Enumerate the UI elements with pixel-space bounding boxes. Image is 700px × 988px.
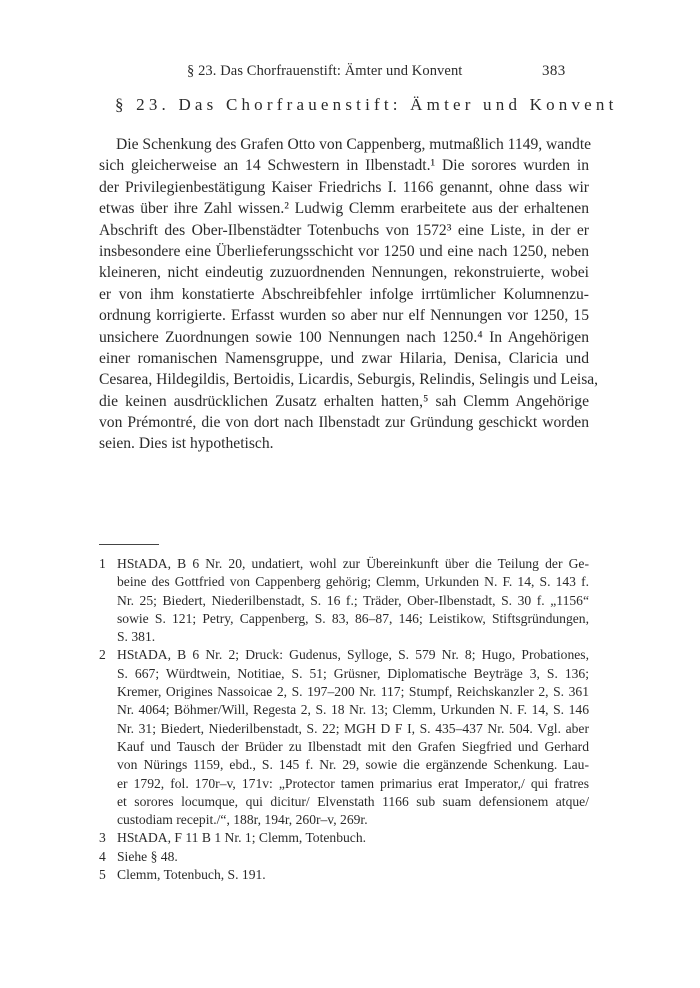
footnote-line: Clemm, Totenbuch, S. 191. [117, 867, 266, 883]
footnote-number: 3 [99, 830, 106, 846]
body-line: unsichere Zuordnungen sowie 100 Nennungen nach 1250.⁴ In Angehörigen [99, 328, 589, 346]
body-line: Abschrift des Ober-Ilbenstädter Totenbuchs von 1572³ eine Liste, in der er [99, 221, 589, 239]
body-line: die keinen ausdrücklichen Zusatz erhalten hatten,⁵ sah Clemm Angehörige [99, 392, 589, 410]
footnote-number: 1 [99, 556, 106, 571]
footnote-number: 2 [99, 647, 106, 663]
footnote-line: Nr. 25; Biedert, Niederilbenstadt, S. 16 f.; Träder, Ober-Ilbenstadt, S. 30 f. „1156“ [117, 592, 589, 608]
footnote-separator [99, 544, 159, 545]
footnotes [99, 555, 589, 884]
footnote [99, 555, 589, 646]
footnote-line: S. 667; Würdtwein, Notitiae, S. 51; Grüsner, Diplomatische Beyträge 3, S. 136; [117, 665, 589, 681]
footnote-line: von Nürings 1159, ebd., S. 145 f. Nr. 29, sowie die ergänzende Schenkung. Lau- [117, 757, 589, 773]
section-title: § 23. Das Chorfrauenstift: Ämter und Konvent [115, 95, 618, 114]
footnote-line: Nr. 31; Biedert, Niederilbenstadt, S. 22; MGH D F I, S. 435–437 Nr. 504. Vgl. aber [117, 720, 589, 736]
footnote-line: beine des Gottfried von Cappenberg gehörig; Clemm, Urkunden N. F. 14, S. 143 f. [117, 574, 589, 590]
footnote [99, 866, 589, 884]
body-line: Cesarea, Hildegildis, Bertoidis, Licardis, Seburgis, Relindis, Selingis und Leisa, [99, 371, 599, 389]
footnote [99, 829, 589, 847]
footnote-line: HStADA, B 6 Nr. 20, undatiert, wohl zur Übereinkunft über die Teilung der Ge- [117, 556, 589, 571]
body-line: einer romanischen Namensgruppe, und zwar Hilaria, Denisa, Claricia und [99, 349, 589, 367]
footnote-number: 4 [99, 848, 106, 864]
footnote [99, 646, 589, 829]
body-line: Die Schenkung des Grafen Otto von Cappenberg, mutmaßlich 1149, wandte [116, 136, 592, 153]
footnote-line: S. 381. [117, 629, 156, 645]
body-line: seien. Dies ist hypothetisch. [99, 435, 274, 453]
body-line: etwas über ihre Zahl wissen.² Ludwig Clemm erarbeitete aus der erhaltenen [99, 200, 589, 218]
body-line: sich gleicherweise an 14 Schwestern in Ilbenstadt.¹ Die sorores wurden in [99, 157, 589, 175]
footnote-line: custodiam recepit./“, 188r, 194r, 260r–v, 269r. [117, 812, 368, 828]
footnote-line: Kauf und Tausch der Brüder zu Ilbenstadt mit den Grafen Siegfried und Gerhard [117, 738, 589, 754]
body-line: der Privilegienbestätigung Kaiser Friedrichs I. 1166 genannt, ohne dass wir [99, 178, 589, 196]
footnote-line: et sorores locumque, qui dicitur/ Elvenstath 1166 sub suam defensionem atque/ [117, 793, 589, 809]
footnote-line: Siehe § 48. [117, 848, 178, 864]
footnote-line: HStADA, B 6 Nr. 2; Druck: Gudenus, Sylloge, S. 579 Nr. 8; Hugo, Probationes, [117, 647, 589, 663]
body-line: von Prémontré, die von dort nach Ilbenstadt zur Gründung geschickt worden [99, 414, 589, 432]
footnote-line: Kremer, Origines Nassoicae 2, S. 197–200 Nr. 117; Stumpf, Reichskanzler 2, S. 361 [117, 684, 589, 700]
footnote [99, 848, 589, 866]
body-line: insbesondere eine Überlieferungsschicht vor 1250 und eine nach 1250, neben [99, 242, 589, 260]
footnote-line: sowie S. 121; Petry, Cappenberg, S. 83, 86–87, 146; Leistikow, Stiftsgründungen, [117, 610, 589, 626]
body-paragraph [99, 134, 599, 455]
page-number: 383 [542, 63, 566, 79]
footnote-line: Nr. 4064; Böhmer/Will, Regesta 2, S. 18 Nr. 13; Clemm, Urkunden N. F. 14, S. 146 [117, 702, 589, 718]
footnote-line: HStADA, F 11 B 1 Nr. 1; Clemm, Totenbuch. [117, 830, 367, 846]
footnote-number: 5 [99, 867, 106, 883]
body-line: ordnung korrigierte. Erfasst wurden so aber nur elf Nennungen vor 1250, 15 [99, 307, 589, 325]
body-line: er von ihm konstatierte Abschreibfehler infolge irrtümlicher Kolumnenzu- [99, 285, 589, 303]
running-head: § 23. Das Chorfrauenstift: Ämter und Konvent [187, 63, 463, 79]
body-line: kleineren, nicht eindeutig zuzuordnenden Nennungen, rekonstruierte, wobei [99, 264, 589, 282]
footnote-line: er 1792, fol. 170r–v, 171v: „Protector tamen primarius erat Imperator,/ qui fratres [117, 775, 589, 791]
